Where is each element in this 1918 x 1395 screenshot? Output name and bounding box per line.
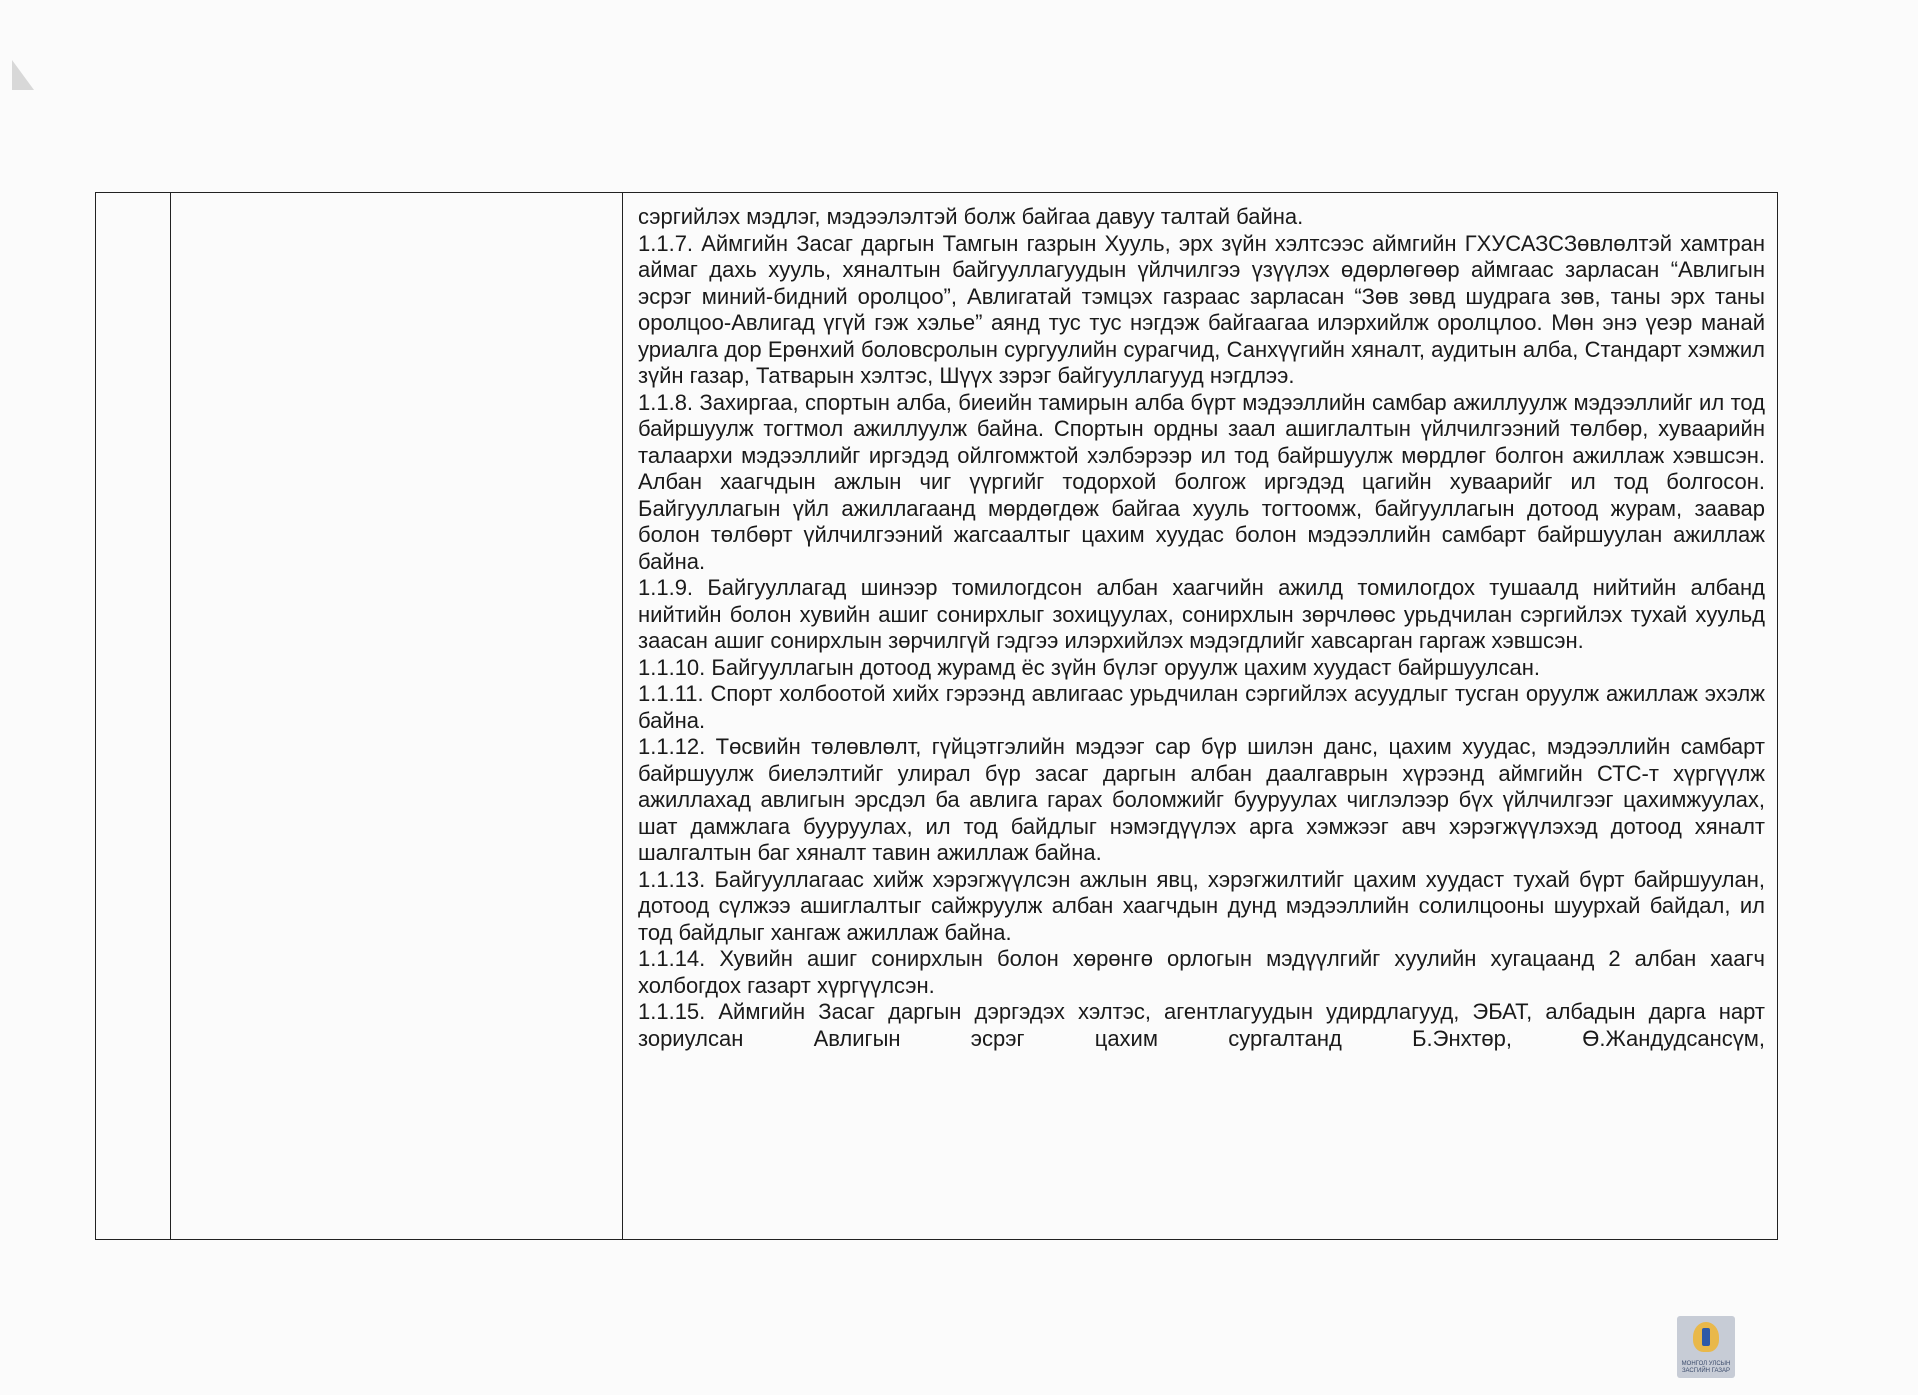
- seal-caption: [1679, 1361, 1733, 1375]
- seal-caption-line2: ЗАСГИЙН ГАЗАР: [1681, 1368, 1731, 1374]
- paragraph-1-1-7: 1.1.7. Аймгийн Засаг даргын Тамгын газрын Хууль, эрх зүйн хэлтсээс аймгийн ГХУСАЗСЗөвлөлтэй хамтран аймаг дахь хууль, хяналтын байгууллагуудын үйлчилгээ үзүүлэх өдөрлөгөөр аймгаас зарласан “Авлигын эсрэг миний-бидний оролцоо”, Авлигатай тэмцэх газраас зарласан “Зөв зөвд шудрага зөв, таны эрх таны оролцоо-Авлигад үгүй гэж хэлье” аянд тус тус нэгдэж байгаагаа илэрхийлж оролцлоо. Мөн энэ үеэр манай уриалга дор Ерөнхий боловсролын сургуулийн сурагчид, Санхүүгийн хяналт, аудитын алба, Стандарт хэмжил зүйн газар, Татварын хэлтэс, Шүүх зэрэг байгууллагууд нэгдлээ.: [638, 230, 1765, 388]
- paragraph-1-1-13: 1.1.13. Байгууллагаас хийж хэрэгжүүлсэн ажлын явц, хэрэгжилтийг цахим хуудаст тухай бүрт байршуулан, дотоод сүлжээ ашиглалтыг сайжруулж албан хаагчдын дунд мэдээллийн солилцооны шуурхай байдал, ил тод байдлыг хангаж ажиллаж байна.: [638, 866, 1765, 945]
- seal-caption-line1: МОНГОЛ УЛСЫН: [1681, 1361, 1731, 1367]
- paragraph-1-1-15: 1.1.15. Аймгийн Засаг даргын дэргэдэх хэлтэс, агентлагуудын удирдлагууд, ЭБАТ, албадын дарга нарт зориулсан Авлигын эсрэг цахим сургалтанд Б.Энхтөр, Ө.Жандудсансүм,: [638, 999, 1765, 1051]
- document-table: [95, 192, 1778, 1240]
- government-seal-logo: [1677, 1316, 1735, 1378]
- paragraph-1-1-10: 1.1.10. Байгууллагын дотоод журамд ёс зүйн бүлэг оруулж цахим хуудаст байршуулсан.: [638, 654, 1540, 680]
- paragraph-1-1-8: 1.1.8. Захиргаа, спортын алба, биеийн тамирын алба бүрт мэдээллийн самбар ажиллуулж мэдээллийг ил тод байршуулж тогтмол ажиллуулж байна. Спортын ордны заал ашиглалтын үйлчилгээний төлбөр, хуваарийн талаархи мэдээллийг иргэдэд ойлгомжтой хэлбэрээр ил тод байршуулж мөрдлөг болгон ажиллаж хэвшсэн. Албан хаагчдын ажлын чиг үүргийг тодорхой болгож иргэдэд цагийн хуваарийг ил тод болгосон. Байгууллагын үйл ажиллагаанд мөрдөгдөж байгаа хууль тогтоомж, байгууллагын дотоод журам, заавар болон төлбөрт үйлчилгээний жагсаалтыг цахим хуудас болон мэдээллийн самбарт байршуулан ажиллаж байна.: [638, 389, 1765, 574]
- table-column-number: [96, 193, 171, 1239]
- paragraph-1-1-11: 1.1.11. Спорт холбоотой хийх гэрээнд авлигаас урьдчилан сэргийлэх асуудлыг тусган оруулж ажиллаж эхэлж байна.: [638, 681, 1765, 733]
- table-column-report: [623, 193, 1777, 1239]
- table-column-task: [171, 193, 623, 1239]
- page-corner-shadow: [12, 60, 34, 90]
- paragraph-continuation: сэргийлэх мэдлэг, мэдээлэлтэй болж байгаа давуу талтай байна.: [638, 204, 1304, 229]
- paragraph-1-1-14: 1.1.14. Хувийн ашиг сонирхлын болон хөрөнгө орлогын мэдүүлгийг хуулийн хугацаанд 2 албан хаагч холбогдох газарт хүргүүлсэн.: [638, 946, 1765, 998]
- paragraph-1-1-12: 1.1.12. Төсвийн төлөвлөлт, гүйцэтгэлийн мэдээг сар бүр шилэн данс, цахим хуудас, мэдээллийн самбарт байршуулж биелэлтийг улирал бүр засаг даргын албан даалгаврын хүрээнд аймгийн СТС-т хүргүүлж ажиллахад авлигын эрсдэл ба авлига гарах боломжийг бууруулах чиглэлээр бүх үйлчилгээг цахимжуулах, шат дамжлага бууруулах, ил тод байдлыг нэмэгдүүлэх арга хэмжээг авч хэрэгжүүлэхэд дотоод хяналт шалгалтын баг хяналт тавин ажиллаж байна.: [638, 734, 1765, 865]
- paragraph-1-1-9: 1.1.9. Байгууллагад шинээр томилогдсон албан хаагчийн ажилд томилогдох тушаалд нийтийн албанд нийтийн болон хувийн ашиг сонирхлыг зохицуулах, сонирхлын зөрчлөөс урьдчилан сэргийлэх тухай хуульд заасан ашиг сонирхлын зөрчилгүй гэдгээ илэрхийлэх мэдэгдлийг хавсарган гаргаж хэвшсэн.: [638, 575, 1765, 653]
- soyombo-emblem-icon: [1693, 1322, 1719, 1352]
